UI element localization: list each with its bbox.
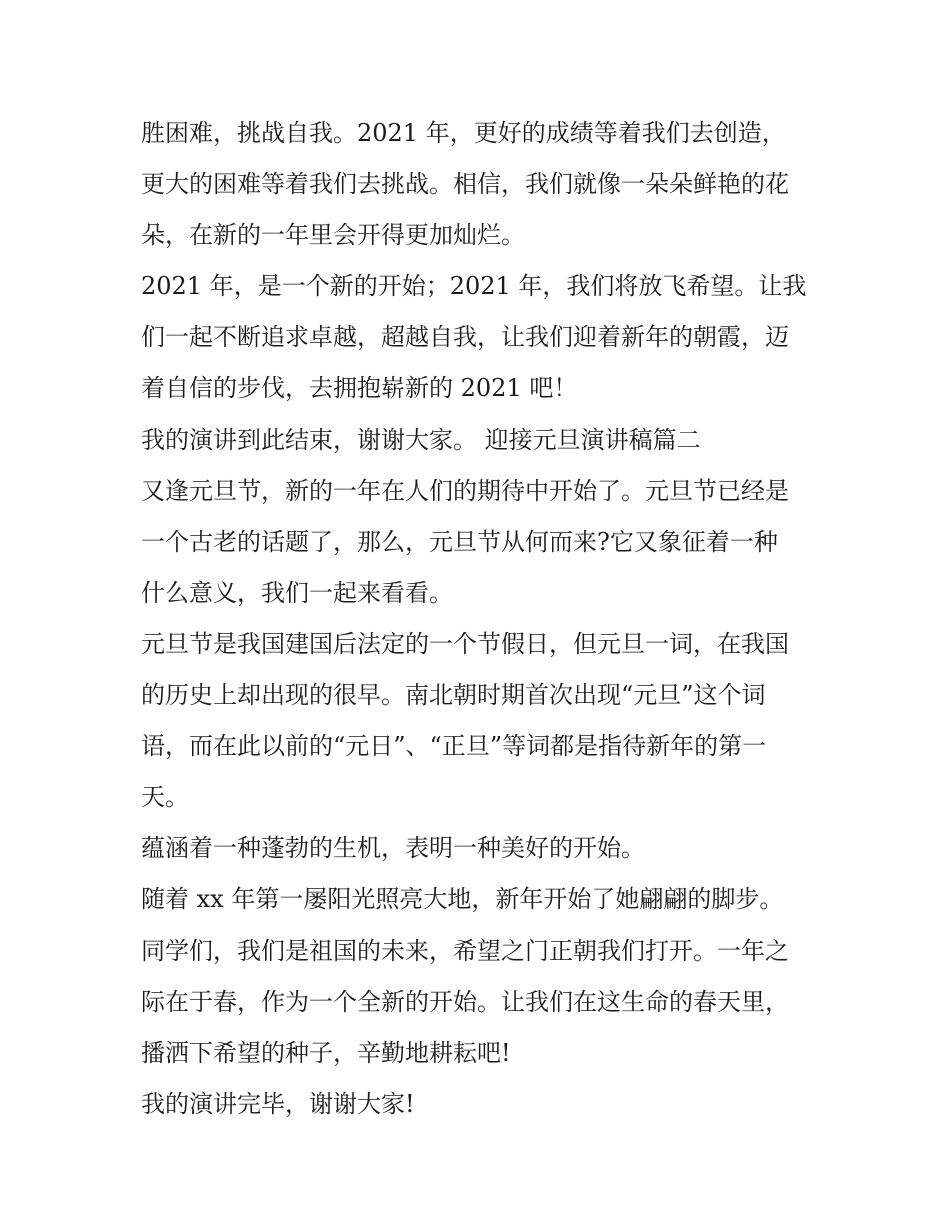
text-line: 胜困难，挑战自我。2021 年，更好的成绩等着我们去创造， [141,119,786,147]
text-line: 什么意义，我们一起来看看。 [141,578,453,607]
text-line: 又逢元旦节，新的一年在人们的期待中开始了。元旦节已经是 [141,476,789,505]
text-line: 蕴涵着一种蓬勃的生机，表明一种美好的开始。 [141,834,645,863]
text-line: 随着 xx 年第一屡阳光照亮大地，新年开始了她翩翩的脚步。 [141,885,784,914]
text-line: 际在于春，作为一个全新的开始。让我们在这生命的春天里， [141,987,789,1016]
text-line: 语，而在此以前的“元日”、“正旦”等词都是指待新年的第一 [141,732,767,761]
text-line: 我的演讲完毕，谢谢大家! [141,1089,415,1118]
document-text [141,108,821,1130]
text-line: 们一起不断追求卓越，超越自我，让我们迎着新年的朝霞，迈 [141,323,789,352]
text-line: 着自信的步伐，去拥抱崭新的 2021 吧！ [141,374,578,403]
text-line: 播洒下希望的种子，辛勤地耕耘吧! [141,1038,511,1067]
text-line: 天。 [141,783,189,812]
text-line: 更大的困难等着我们去挑战。相信，我们就像一朵朵鲜艳的花 [141,170,789,199]
text-line: 同学们，我们是祖国的未来，希望之门正朝我们打开。一年之 [141,936,789,965]
text-line: 的历史上却出现的很早。南北朝时期首次出现“元旦”这个词 [141,681,766,710]
text-line: 元旦节是我国建国后法定的一个节假日，但元旦一词，在我国 [141,629,789,658]
text-line: 我的演讲到此结束，谢谢大家。 迎接元旦演讲稿篇二 [141,425,701,454]
text-line: 一个古老的话题了，那么，元旦节从何而来?它又象征着一种 [141,527,778,556]
text-line: 2021 年，是一个新的开始；2021 年，我们将放飞希望。让我 [141,272,807,301]
text-line: 朵，在新的一年里会开得更加灿烂。 [141,221,525,250]
